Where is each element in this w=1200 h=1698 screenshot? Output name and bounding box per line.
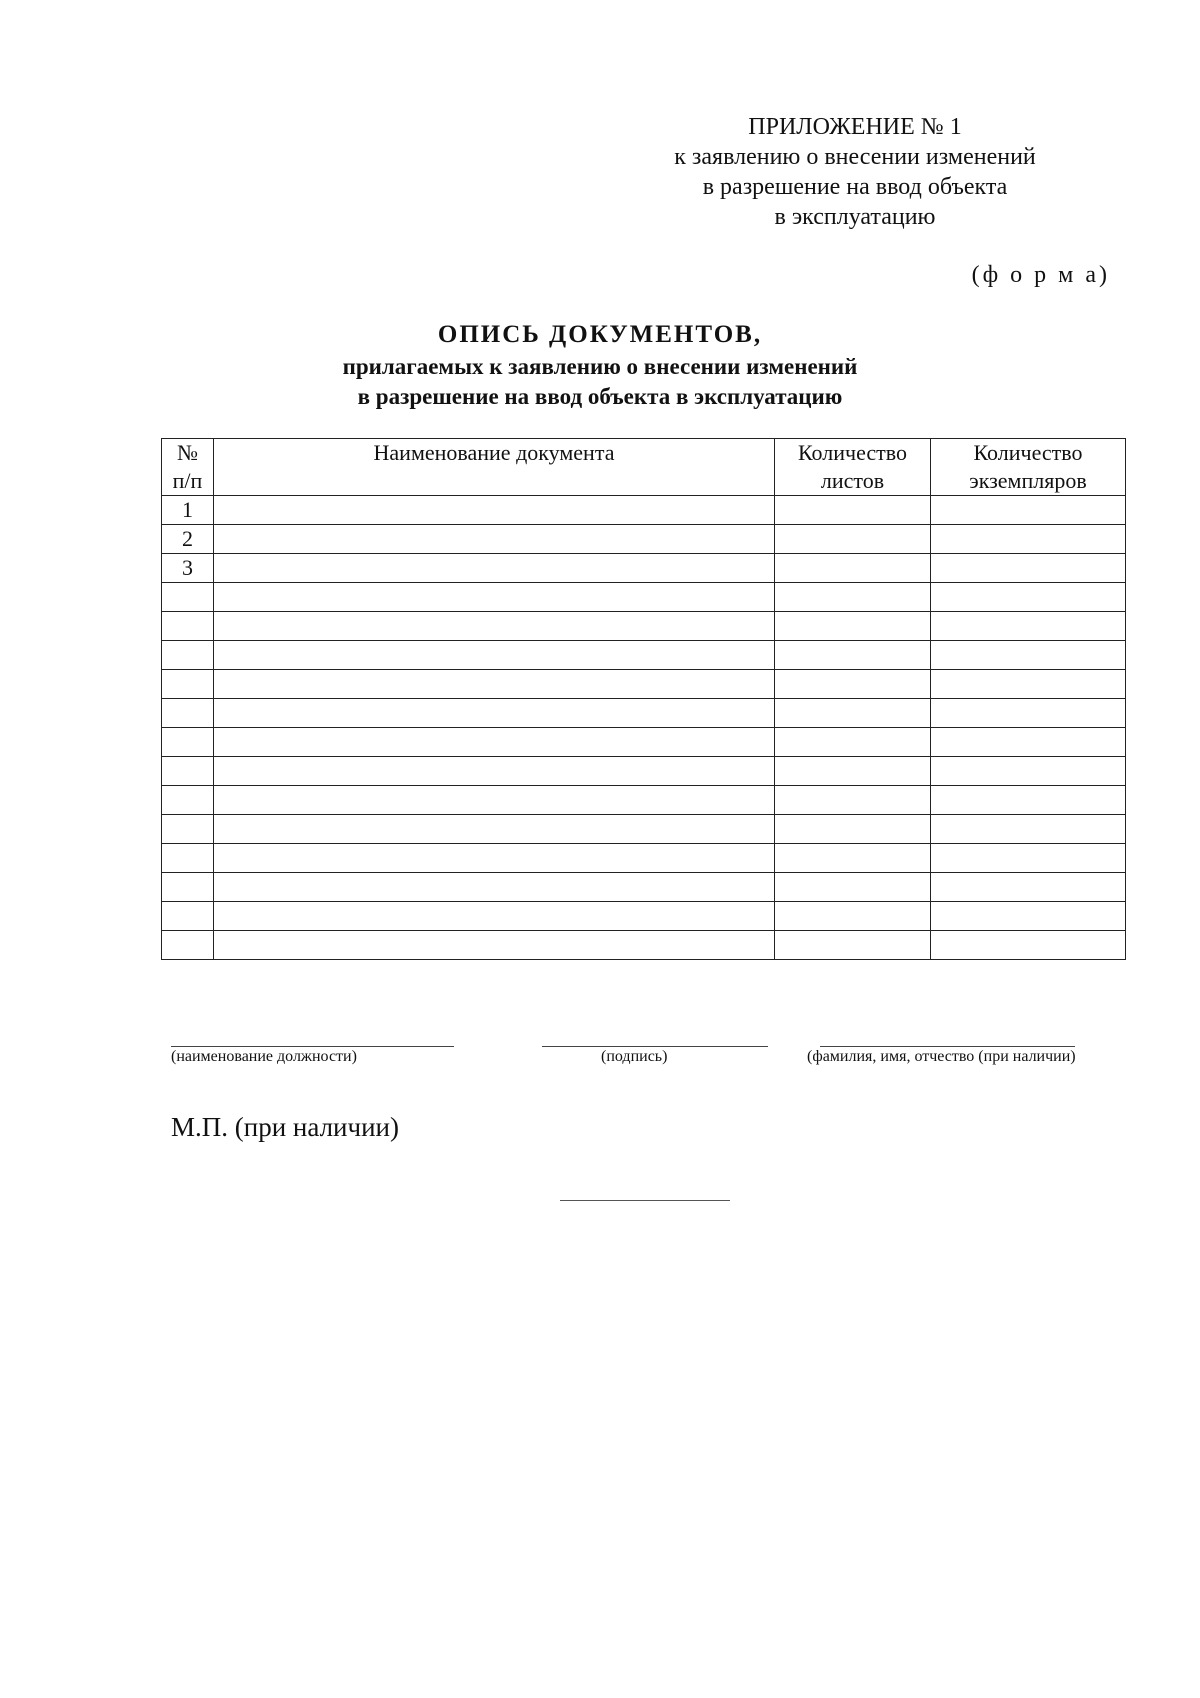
table-row bbox=[162, 902, 1126, 931]
cell-number bbox=[162, 815, 214, 844]
cell-document-name bbox=[214, 525, 775, 554]
cell-number bbox=[162, 931, 214, 960]
cell-sheets bbox=[775, 699, 931, 728]
cell-number bbox=[162, 583, 214, 612]
title-subtitle-1: прилагаемых к заявлению о внесении изменений bbox=[342, 354, 858, 379]
cell-copies bbox=[931, 873, 1126, 902]
cell-copies bbox=[931, 525, 1126, 554]
cell-document-name bbox=[214, 583, 775, 612]
cell-document-name bbox=[214, 902, 775, 931]
cell-sheets bbox=[775, 815, 931, 844]
cell-copies bbox=[931, 902, 1126, 931]
table-row bbox=[162, 583, 1126, 612]
table-row bbox=[162, 496, 1126, 525]
table-row bbox=[162, 554, 1126, 583]
form-label: (ф о р м а) bbox=[971, 262, 1110, 288]
appendix-line-3: в разрешение на ввод объекта bbox=[702, 174, 1008, 200]
cell-document-name bbox=[214, 699, 775, 728]
cell-copies bbox=[931, 931, 1126, 960]
cell-number bbox=[162, 641, 214, 670]
cell-copies bbox=[931, 583, 1126, 612]
cell-copies bbox=[931, 786, 1126, 815]
cell-sheets bbox=[775, 496, 931, 525]
cell-sheets bbox=[775, 670, 931, 699]
cell-document-name bbox=[214, 728, 775, 757]
header-number-line-1: № bbox=[177, 440, 198, 465]
header-number-line-2: п/п bbox=[172, 468, 203, 493]
cell-document-name bbox=[214, 815, 775, 844]
cell-copies bbox=[931, 496, 1126, 525]
cell-number bbox=[162, 786, 214, 815]
cell-sheets bbox=[775, 931, 931, 960]
header-document-name bbox=[214, 439, 775, 496]
documents-table bbox=[161, 438, 1126, 960]
cell-copies bbox=[931, 612, 1126, 641]
table-row bbox=[162, 641, 1126, 670]
appendix-line-4: в эксплуатацию bbox=[774, 204, 936, 230]
signature-caption: (подпись) bbox=[601, 1048, 668, 1065]
appendix-header bbox=[620, 112, 1090, 232]
header-copies-line-1: Количество bbox=[973, 440, 1083, 465]
cell-number: 2 bbox=[162, 525, 214, 554]
table-row bbox=[162, 931, 1126, 960]
cell-document-name bbox=[214, 844, 775, 873]
cell-number bbox=[162, 757, 214, 786]
cell-copies bbox=[931, 641, 1126, 670]
cell-number bbox=[162, 844, 214, 873]
signature-line bbox=[542, 1046, 768, 1047]
table-row bbox=[162, 525, 1126, 554]
table-row bbox=[162, 699, 1126, 728]
table-row bbox=[162, 670, 1126, 699]
cell-document-name bbox=[214, 670, 775, 699]
end-divider bbox=[560, 1200, 730, 1201]
cell-number bbox=[162, 902, 214, 931]
cell-document-name bbox=[214, 931, 775, 960]
cell-document-name bbox=[214, 641, 775, 670]
cell-sheets bbox=[775, 641, 931, 670]
cell-sheets bbox=[775, 612, 931, 641]
cell-copies bbox=[931, 757, 1126, 786]
cell-sheets bbox=[775, 902, 931, 931]
cell-copies bbox=[931, 554, 1126, 583]
table-row bbox=[162, 757, 1126, 786]
table-row bbox=[162, 612, 1126, 641]
stamp-place: М.П. (при наличии) bbox=[171, 1112, 399, 1142]
cell-copies bbox=[931, 844, 1126, 873]
cell-copies bbox=[931, 699, 1126, 728]
cell-copies bbox=[931, 815, 1126, 844]
cell-sheets bbox=[775, 583, 931, 612]
table-row bbox=[162, 786, 1126, 815]
cell-document-name bbox=[214, 554, 775, 583]
table-row bbox=[162, 728, 1126, 757]
cell-number bbox=[162, 873, 214, 902]
title-subtitle-2: в разрешение на ввод объекта в эксплуатацию bbox=[357, 384, 843, 409]
cell-number: 1 bbox=[162, 496, 214, 525]
cell-number bbox=[162, 699, 214, 728]
table-row bbox=[162, 815, 1126, 844]
cell-number bbox=[162, 728, 214, 757]
cell-number bbox=[162, 612, 214, 641]
cell-sheets bbox=[775, 728, 931, 757]
cell-document-name bbox=[214, 786, 775, 815]
document-title bbox=[100, 318, 1100, 412]
title-main: ОПИСЬ ДОКУМЕНТОВ, bbox=[437, 321, 763, 348]
cell-sheets bbox=[775, 554, 931, 583]
table-header-row bbox=[162, 439, 1126, 496]
header-sheets-line-2: листов bbox=[820, 468, 885, 493]
cell-sheets bbox=[775, 525, 931, 554]
position-caption: (наименование должности) bbox=[171, 1048, 357, 1065]
cell-number bbox=[162, 670, 214, 699]
header-sheets-line-1: Количество bbox=[797, 440, 908, 465]
fullname-caption: (фамилия, имя, отчество (при наличии) bbox=[807, 1048, 1076, 1065]
cell-document-name bbox=[214, 496, 775, 525]
header-copies-count bbox=[931, 439, 1126, 496]
header-number bbox=[162, 439, 214, 496]
header-copies-line-2: экземпляров bbox=[969, 468, 1087, 493]
appendix-line-2: к заявлению о внесении изменений bbox=[674, 144, 1036, 170]
header-document-name-text: Наименование документа bbox=[373, 440, 615, 465]
cell-copies bbox=[931, 728, 1126, 757]
cell-sheets bbox=[775, 873, 931, 902]
position-signature-line bbox=[171, 1046, 454, 1047]
appendix-number: ПРИЛОЖЕНИЕ № 1 bbox=[748, 114, 962, 140]
cell-sheets bbox=[775, 786, 931, 815]
cell-document-name bbox=[214, 757, 775, 786]
header-sheets-count bbox=[775, 439, 931, 496]
table-row bbox=[162, 844, 1126, 873]
cell-sheets bbox=[775, 844, 931, 873]
fullname-signature-line bbox=[820, 1046, 1075, 1047]
cell-document-name bbox=[214, 873, 775, 902]
table-row bbox=[162, 873, 1126, 902]
cell-number: 3 bbox=[162, 554, 214, 583]
cell-sheets bbox=[775, 757, 931, 786]
cell-document-name bbox=[214, 612, 775, 641]
cell-copies bbox=[931, 670, 1126, 699]
